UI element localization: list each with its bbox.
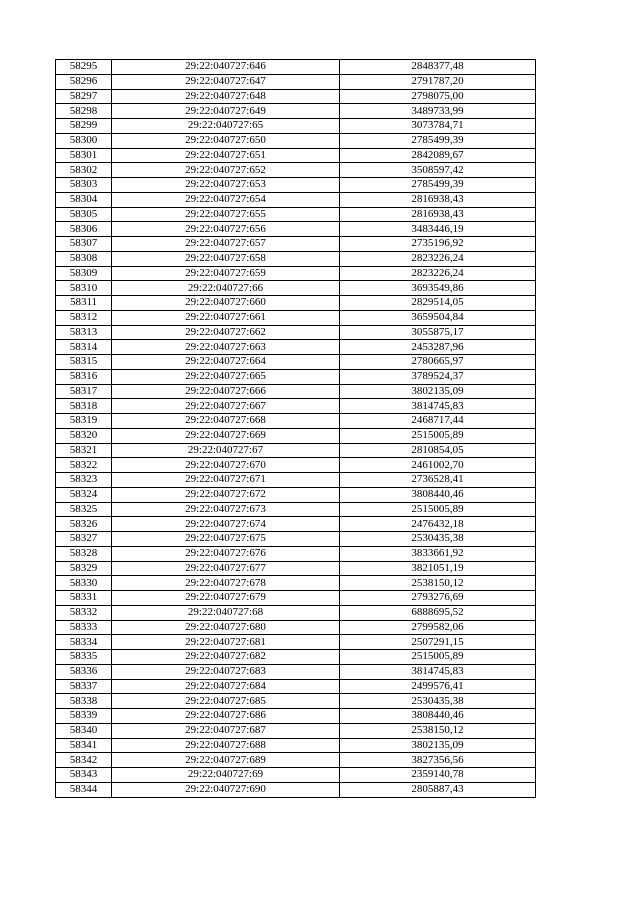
cadastral-value-cell: 2785499,39 [340,133,536,148]
cadastral-value-cell: 2515005,89 [340,428,536,443]
cadastral-number-cell: 29:22:040727:685 [112,694,340,709]
cadastral-value-cell: 3073784,71 [340,119,536,134]
table-row [56,74,536,89]
cadastral-value-cell: 3821051,19 [340,561,536,576]
row-number-cell: 58305 [56,207,112,222]
table-row [56,369,536,384]
table-row [56,251,536,266]
cadastral-number-cell: 29:22:040727:689 [112,753,340,768]
table-row [56,576,536,591]
table-row [56,517,536,532]
row-number-cell: 58315 [56,355,112,370]
cadastral-value-cell: 2515005,89 [340,502,536,517]
row-number-cell: 58306 [56,222,112,237]
table-row [56,443,536,458]
cadastral-value-cell: 3827356,56 [340,753,536,768]
cadastral-number-cell: 29:22:040727:680 [112,620,340,635]
table-row [56,384,536,399]
cadastral-value-table [55,59,536,798]
table-row [56,487,536,502]
cadastral-value-cell: 2499576,41 [340,679,536,694]
table-row [56,89,536,104]
cadastral-number-cell: 29:22:040727:650 [112,133,340,148]
cadastral-value-cell: 2538150,12 [340,576,536,591]
row-number-cell: 58323 [56,473,112,488]
table-row [56,635,536,650]
table-row [56,119,536,134]
cadastral-value-cell: 3483446,19 [340,222,536,237]
table-row [56,133,536,148]
row-number-cell: 58337 [56,679,112,694]
cadastral-number-cell: 29:22:040727:679 [112,591,340,606]
table-row [56,428,536,443]
table-row [56,222,536,237]
cadastral-value-cell: 2810854,05 [340,443,536,458]
cadastral-number-cell: 29:22:040727:654 [112,192,340,207]
table-row [56,620,536,635]
table-row [56,532,536,547]
table-row [56,768,536,783]
table-row [56,266,536,281]
table-row [56,163,536,178]
cadastral-value-cell: 2538150,12 [340,723,536,738]
row-number-cell: 58341 [56,738,112,753]
cadastral-number-cell: 29:22:040727:659 [112,266,340,281]
row-number-cell: 58326 [56,517,112,532]
cadastral-value-cell: 2791787,20 [340,74,536,89]
row-number-cell: 58308 [56,251,112,266]
row-number-cell: 58334 [56,635,112,650]
cadastral-number-cell: 29:22:040727:657 [112,237,340,252]
row-number-cell: 58303 [56,178,112,193]
cadastral-value-cell: 2461002,70 [340,458,536,473]
cadastral-value-cell: 2805887,43 [340,782,536,797]
cadastral-value-cell: 2736528,41 [340,473,536,488]
row-number-cell: 58310 [56,281,112,296]
table-row [56,414,536,429]
cadastral-number-cell: 29:22:040727:668 [112,414,340,429]
table-row [56,296,536,311]
cadastral-number-cell: 29:22:040727:65 [112,119,340,134]
table-row [56,60,536,75]
table-row [56,664,536,679]
cadastral-value-cell: 2476432,18 [340,517,536,532]
cadastral-number-cell: 29:22:040727:664 [112,355,340,370]
cadastral-number-cell: 29:22:040727:669 [112,428,340,443]
row-number-cell: 58342 [56,753,112,768]
cadastral-number-cell: 29:22:040727:67 [112,443,340,458]
cadastral-value-cell: 2829514,05 [340,296,536,311]
row-number-cell: 58331 [56,591,112,606]
cadastral-number-cell: 29:22:040727:688 [112,738,340,753]
row-number-cell: 58333 [56,620,112,635]
table-row [56,207,536,222]
cadastral-value-cell: 3693549,86 [340,281,536,296]
cadastral-value-cell: 2468717,44 [340,414,536,429]
cadastral-number-cell: 29:22:040727:646 [112,60,340,75]
cadastral-number-cell: 29:22:040727:653 [112,178,340,193]
cadastral-number-cell: 29:22:040727:66 [112,281,340,296]
table-row [56,473,536,488]
cadastral-value-cell: 2735196,92 [340,237,536,252]
cadastral-value-cell: 2530435,38 [340,694,536,709]
cadastral-number-cell: 29:22:040727:690 [112,782,340,797]
table-row [56,605,536,620]
cadastral-number-cell: 29:22:040727:682 [112,650,340,665]
cadastral-value-cell: 2515005,89 [340,650,536,665]
cadastral-number-cell: 29:22:040727:670 [112,458,340,473]
row-number-cell: 58327 [56,532,112,547]
cadastral-value-cell: 3833661,92 [340,546,536,561]
cadastral-number-cell: 29:22:040727:662 [112,325,340,340]
row-number-cell: 58304 [56,192,112,207]
table-row [56,325,536,340]
row-number-cell: 58312 [56,310,112,325]
table-row [56,340,536,355]
cadastral-value-cell: 2823226,24 [340,251,536,266]
row-number-cell: 58343 [56,768,112,783]
cadastral-number-cell: 29:22:040727:667 [112,399,340,414]
cadastral-value-cell: 3814745,83 [340,399,536,414]
table-row [56,723,536,738]
cadastral-number-cell: 29:22:040727:676 [112,546,340,561]
cadastral-value-cell: 3055875,17 [340,325,536,340]
row-number-cell: 58295 [56,60,112,75]
table-row [56,281,536,296]
cadastral-value-cell: 2798075,00 [340,89,536,104]
table-row [56,679,536,694]
row-number-cell: 58300 [56,133,112,148]
cadastral-value-cell: 3508597,42 [340,163,536,178]
table-row [56,192,536,207]
cadastral-number-cell: 29:22:040727:68 [112,605,340,620]
row-number-cell: 58335 [56,650,112,665]
cadastral-number-cell: 29:22:040727:649 [112,104,340,119]
cadastral-value-cell: 2816938,43 [340,192,536,207]
cadastral-number-cell: 29:22:040727:651 [112,148,340,163]
row-number-cell: 58311 [56,296,112,311]
row-number-cell: 58301 [56,148,112,163]
row-number-cell: 58339 [56,709,112,724]
cadastral-value-cell: 3489733,99 [340,104,536,119]
cadastral-value-cell: 2816938,43 [340,207,536,222]
row-number-cell: 58302 [56,163,112,178]
row-number-cell: 58297 [56,89,112,104]
table-row [56,738,536,753]
row-number-cell: 58324 [56,487,112,502]
cadastral-number-cell: 29:22:040727:683 [112,664,340,679]
table-row [56,310,536,325]
row-number-cell: 58325 [56,502,112,517]
cadastral-number-cell: 29:22:040727:652 [112,163,340,178]
row-number-cell: 58340 [56,723,112,738]
table-row [56,237,536,252]
table-row [56,546,536,561]
table-row [56,399,536,414]
cadastral-number-cell: 29:22:040727:677 [112,561,340,576]
table-row [56,178,536,193]
cadastral-number-cell: 29:22:040727:656 [112,222,340,237]
table-row [56,694,536,709]
cadastral-number-cell: 29:22:040727:671 [112,473,340,488]
cadastral-value-cell: 2799582,06 [340,620,536,635]
row-number-cell: 58296 [56,74,112,89]
table-row [56,709,536,724]
cadastral-number-cell: 29:22:040727:655 [112,207,340,222]
cadastral-value-cell: 2848377,48 [340,60,536,75]
row-number-cell: 58299 [56,119,112,134]
table-row [56,591,536,606]
row-number-cell: 58336 [56,664,112,679]
row-number-cell: 58313 [56,325,112,340]
row-number-cell: 58318 [56,399,112,414]
cadastral-number-cell: 29:22:040727:663 [112,340,340,355]
row-number-cell: 58319 [56,414,112,429]
table-row [56,148,536,163]
cadastral-value-cell: 2823226,24 [340,266,536,281]
cadastral-number-cell: 29:22:040727:660 [112,296,340,311]
row-number-cell: 58332 [56,605,112,620]
row-number-cell: 58320 [56,428,112,443]
table-row [56,502,536,517]
table-row [56,355,536,370]
cadastral-number-cell: 29:22:040727:673 [112,502,340,517]
cadastral-value-cell: 2530435,38 [340,532,536,547]
table-row [56,458,536,473]
row-number-cell: 58317 [56,384,112,399]
cadastral-value-cell: 2842089,67 [340,148,536,163]
row-number-cell: 58309 [56,266,112,281]
cadastral-number-cell: 29:22:040727:684 [112,679,340,694]
cadastral-value-cell: 2793276,69 [340,591,536,606]
cadastral-number-cell: 29:22:040727:687 [112,723,340,738]
row-number-cell: 58328 [56,546,112,561]
cadastral-number-cell: 29:22:040727:648 [112,89,340,104]
cadastral-number-cell: 29:22:040727:647 [112,74,340,89]
cadastral-number-cell: 29:22:040727:675 [112,532,340,547]
row-number-cell: 58329 [56,561,112,576]
cadastral-value-cell: 3802135,09 [340,384,536,399]
table-row [56,753,536,768]
row-number-cell: 58338 [56,694,112,709]
cadastral-number-cell: 29:22:040727:674 [112,517,340,532]
cadastral-value-cell: 3789524,37 [340,369,536,384]
cadastral-value-cell: 3814745,83 [340,664,536,679]
cadastral-value-cell: 3659504,84 [340,310,536,325]
cadastral-value-cell: 2785499,39 [340,178,536,193]
cadastral-number-cell: 29:22:040727:681 [112,635,340,650]
table-row [56,650,536,665]
row-number-cell: 58316 [56,369,112,384]
cadastral-value-cell: 2507291,15 [340,635,536,650]
table-row [56,104,536,119]
cadastral-value-cell: 2359140,78 [340,768,536,783]
cadastral-number-cell: 29:22:040727:666 [112,384,340,399]
cadastral-number-cell: 29:22:040727:665 [112,369,340,384]
row-number-cell: 58322 [56,458,112,473]
row-number-cell: 58314 [56,340,112,355]
cadastral-value-cell: 3802135,09 [340,738,536,753]
cadastral-number-cell: 29:22:040727:661 [112,310,340,325]
row-number-cell: 58307 [56,237,112,252]
cadastral-value-cell: 2780665,97 [340,355,536,370]
table-row [56,782,536,797]
cadastral-value-cell: 3808440,46 [340,487,536,502]
table-body [56,60,536,798]
row-number-cell: 58321 [56,443,112,458]
cadastral-value-cell: 6888695,52 [340,605,536,620]
cadastral-number-cell: 29:22:040727:686 [112,709,340,724]
cadastral-number-cell: 29:22:040727:678 [112,576,340,591]
row-number-cell: 58298 [56,104,112,119]
cadastral-number-cell: 29:22:040727:672 [112,487,340,502]
cadastral-number-cell: 29:22:040727:69 [112,768,340,783]
cadastral-number-cell: 29:22:040727:658 [112,251,340,266]
row-number-cell: 58344 [56,782,112,797]
table-row [56,561,536,576]
row-number-cell: 58330 [56,576,112,591]
cadastral-value-cell: 2453287,96 [340,340,536,355]
cadastral-value-cell: 3808440,46 [340,709,536,724]
